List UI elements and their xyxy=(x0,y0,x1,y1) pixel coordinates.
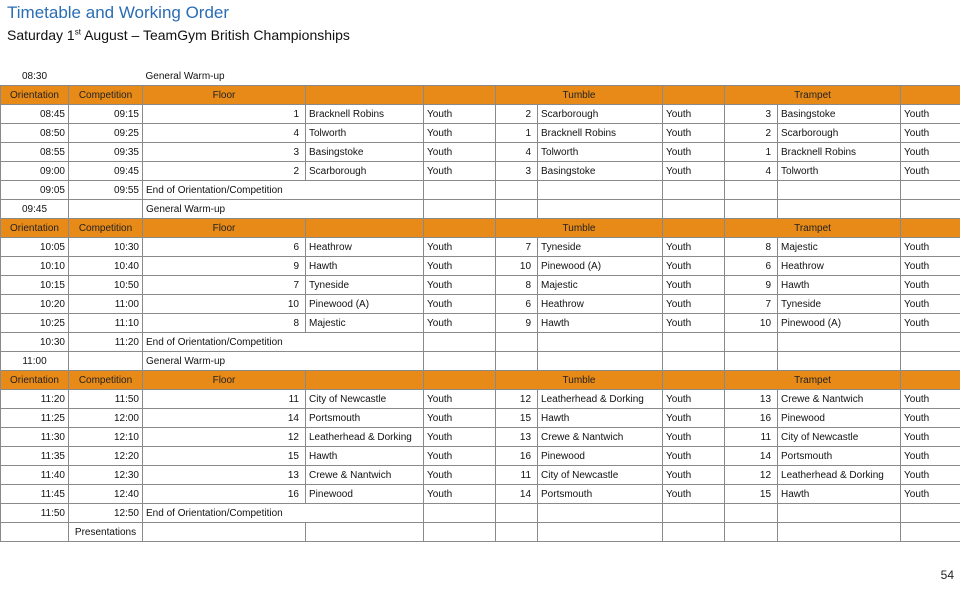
presentations-row xyxy=(1,523,960,542)
competition-time: 12:10 xyxy=(69,428,143,447)
floor-team: Tyneside xyxy=(306,276,424,295)
floor-age: Youth xyxy=(424,447,496,466)
table-row xyxy=(1,314,960,333)
empty-cell xyxy=(424,371,496,390)
table-row xyxy=(1,105,960,124)
table-row xyxy=(1,485,960,504)
trampet-number: 12 xyxy=(725,466,778,485)
end-row xyxy=(1,333,960,352)
floor-age: Youth xyxy=(424,162,496,181)
floor-team: Pinewood (A) xyxy=(306,295,424,314)
trampet-number: 15 xyxy=(725,485,778,504)
floor-age: Youth xyxy=(424,143,496,162)
tumble-age: Youth xyxy=(663,390,725,409)
floor-number: 15 xyxy=(143,447,306,466)
floor-number: 1 xyxy=(143,105,306,124)
tumble-team: Pinewood (A) xyxy=(538,257,663,276)
competition-time: 11:00 xyxy=(69,295,143,314)
floor-number: 2 xyxy=(143,162,306,181)
tumble-age: Youth xyxy=(663,447,725,466)
competition-time: 09:25 xyxy=(69,124,143,143)
tumble-age: Youth xyxy=(663,314,725,333)
floor-age: Youth xyxy=(424,390,496,409)
tumble-team: Basingstoke xyxy=(538,162,663,181)
trampet-age: Youth xyxy=(901,390,960,409)
empty-cell xyxy=(663,181,725,200)
tumble-number: 4 xyxy=(496,143,538,162)
floor-age: Youth xyxy=(424,105,496,124)
trampet-team: City of Newcastle xyxy=(778,428,901,447)
tumble-age: Youth xyxy=(663,428,725,447)
floor-team: Hawth xyxy=(306,447,424,466)
trampet-team: Tolworth xyxy=(778,162,901,181)
floor-team: City of Newcastle xyxy=(306,390,424,409)
orientation-time: 10:10 xyxy=(1,257,69,276)
empty-cell xyxy=(424,504,496,523)
trampet-number: 1 xyxy=(725,143,778,162)
orientation-time: 11:40 xyxy=(1,466,69,485)
trampet-number: 2 xyxy=(725,124,778,143)
tumble-number: 8 xyxy=(496,276,538,295)
tumble-team: Hawth xyxy=(538,409,663,428)
table-row xyxy=(1,390,960,409)
orientation-time: 11:20 xyxy=(1,390,69,409)
tumble-team: Hawth xyxy=(538,314,663,333)
empty-cell xyxy=(663,504,725,523)
floor-number: 4 xyxy=(143,124,306,143)
empty-cell xyxy=(538,504,663,523)
orientation-time: 10:15 xyxy=(1,276,69,295)
empty-cell xyxy=(901,352,960,371)
orientation-time: 10:25 xyxy=(1,314,69,333)
empty-cell xyxy=(901,219,960,238)
warmup-label: General Warm-up xyxy=(143,200,424,219)
empty-cell xyxy=(424,333,496,352)
empty-cell xyxy=(143,523,306,542)
end-orientation-time: 09:05 xyxy=(1,181,69,200)
trampet-age: Youth xyxy=(901,143,960,162)
tumble-age: Youth xyxy=(663,257,725,276)
tumble-age: Youth xyxy=(663,295,725,314)
header-orientation: Orientation xyxy=(1,219,69,238)
trampet-age: Youth xyxy=(901,466,960,485)
competition-time: 12:20 xyxy=(69,447,143,466)
floor-number: 13 xyxy=(143,466,306,485)
tumble-age: Youth xyxy=(663,276,725,295)
presentations-label: Presentations xyxy=(69,523,143,542)
header-tumble: Tumble xyxy=(496,371,663,390)
trampet-team: Bracknell Robins xyxy=(778,143,901,162)
empty-cell xyxy=(901,333,960,352)
floor-age: Youth xyxy=(424,409,496,428)
empty-cell xyxy=(1,523,69,542)
empty-cell xyxy=(778,67,901,86)
empty-cell xyxy=(901,523,960,542)
subtitle-event: August – TeamGym British Championships xyxy=(80,27,350,43)
trampet-team: Pinewood xyxy=(778,409,901,428)
competition-time: 09:35 xyxy=(69,143,143,162)
table-row xyxy=(1,466,960,485)
table-row xyxy=(1,257,960,276)
header-floor: Floor xyxy=(143,219,306,238)
table-row xyxy=(1,238,960,257)
empty-cell xyxy=(901,504,960,523)
tumble-team: Scarborough xyxy=(538,105,663,124)
orientation-time: 11:25 xyxy=(1,409,69,428)
tumble-number: 15 xyxy=(496,409,538,428)
warmup-time: 09:45 xyxy=(1,200,69,219)
floor-number: 6 xyxy=(143,238,306,257)
trampet-number: 13 xyxy=(725,390,778,409)
trampet-team: Pinewood (A) xyxy=(778,314,901,333)
header-row xyxy=(1,86,960,105)
floor-number: 10 xyxy=(143,295,306,314)
orientation-time: 10:20 xyxy=(1,295,69,314)
tumble-number: 12 xyxy=(496,390,538,409)
trampet-number: 8 xyxy=(725,238,778,257)
header-floor: Floor xyxy=(143,86,306,105)
trampet-number: 7 xyxy=(725,295,778,314)
subtitle-date: Saturday 1 xyxy=(7,27,75,43)
header-competition: Competition xyxy=(69,371,143,390)
header-orientation: Orientation xyxy=(1,86,69,105)
floor-team: Hawth xyxy=(306,257,424,276)
warmup-row xyxy=(1,67,960,86)
empty-cell xyxy=(725,200,778,219)
tumble-number: 6 xyxy=(496,295,538,314)
tumble-number: 13 xyxy=(496,428,538,447)
empty-cell xyxy=(663,352,725,371)
tumble-number: 3 xyxy=(496,162,538,181)
empty-cell xyxy=(663,523,725,542)
tumble-team: Majestic xyxy=(538,276,663,295)
empty-cell xyxy=(496,67,538,86)
floor-age: Youth xyxy=(424,428,496,447)
trampet-age: Youth xyxy=(901,124,960,143)
trampet-team: Majestic xyxy=(778,238,901,257)
header-row xyxy=(1,219,960,238)
warmup-row xyxy=(1,352,960,371)
empty-cell xyxy=(306,219,424,238)
empty-cell xyxy=(538,523,663,542)
empty-cell xyxy=(901,181,960,200)
empty-cell xyxy=(424,352,496,371)
table-row xyxy=(1,162,960,181)
floor-number: 8 xyxy=(143,314,306,333)
orientation-time: 08:50 xyxy=(1,124,69,143)
trampet-number: 9 xyxy=(725,276,778,295)
empty-cell xyxy=(424,67,496,86)
tumble-number: 2 xyxy=(496,105,538,124)
orientation-time: 08:55 xyxy=(1,143,69,162)
empty-cell xyxy=(663,219,725,238)
timetable xyxy=(0,67,960,542)
orientation-time: 11:35 xyxy=(1,447,69,466)
competition-time: 11:50 xyxy=(69,390,143,409)
empty-cell xyxy=(901,371,960,390)
header-competition: Competition xyxy=(69,86,143,105)
floor-team: Majestic xyxy=(306,314,424,333)
tumble-age: Youth xyxy=(663,409,725,428)
empty-cell xyxy=(424,86,496,105)
tumble-number: 10 xyxy=(496,257,538,276)
empty-cell xyxy=(725,333,778,352)
competition-time: 10:30 xyxy=(69,238,143,257)
empty-cell xyxy=(306,86,424,105)
page-title: Timetable and Working Order xyxy=(7,3,230,22)
competition-time: 11:10 xyxy=(69,314,143,333)
tumble-team: Bracknell Robins xyxy=(538,124,663,143)
empty-cell xyxy=(725,67,778,86)
warmup-row xyxy=(1,200,960,219)
floor-age: Youth xyxy=(424,295,496,314)
trampet-number: 3 xyxy=(725,105,778,124)
end-competition-time: 11:20 xyxy=(69,333,143,352)
tumble-number: 1 xyxy=(496,124,538,143)
warmup-time: 11:00 xyxy=(1,352,69,371)
page-subtitle xyxy=(7,27,350,43)
empty-cell xyxy=(424,181,496,200)
floor-number: 16 xyxy=(143,485,306,504)
empty-cell xyxy=(538,333,663,352)
table-row xyxy=(1,295,960,314)
trampet-team: Heathrow xyxy=(778,257,901,276)
table-row xyxy=(1,428,960,447)
floor-team: Basingstoke xyxy=(306,143,424,162)
empty-cell xyxy=(496,504,538,523)
floor-team: Heathrow xyxy=(306,238,424,257)
tumble-number: 7 xyxy=(496,238,538,257)
floor-number: 11 xyxy=(143,390,306,409)
trampet-age: Youth xyxy=(901,409,960,428)
header-trampet: Trampet xyxy=(725,219,901,238)
trampet-team: Tyneside xyxy=(778,295,901,314)
empty-cell xyxy=(496,523,538,542)
end-competition-time: 12:50 xyxy=(69,504,143,523)
competition-time: 10:40 xyxy=(69,257,143,276)
empty-cell xyxy=(725,352,778,371)
empty-cell xyxy=(538,352,663,371)
empty-cell xyxy=(496,333,538,352)
competition-time: 09:15 xyxy=(69,105,143,124)
trampet-team: Basingstoke xyxy=(778,105,901,124)
empty-cell xyxy=(424,219,496,238)
empty-cell xyxy=(778,200,901,219)
trampet-age: Youth xyxy=(901,314,960,333)
floor-age: Youth xyxy=(424,238,496,257)
end-label: End of Orientation/Competition xyxy=(143,181,424,200)
header-trampet: Trampet xyxy=(725,371,901,390)
trampet-age: Youth xyxy=(901,295,960,314)
floor-team: Pinewood xyxy=(306,485,424,504)
page-number: 54 xyxy=(940,568,954,582)
empty-cell xyxy=(424,523,496,542)
orientation-time: 10:05 xyxy=(1,238,69,257)
tumble-number: 11 xyxy=(496,466,538,485)
empty-cell xyxy=(496,181,538,200)
end-row xyxy=(1,504,960,523)
tumble-age: Youth xyxy=(663,143,725,162)
floor-age: Youth xyxy=(424,124,496,143)
empty-cell xyxy=(538,200,663,219)
empty-cell xyxy=(725,504,778,523)
tumble-team: Tyneside xyxy=(538,238,663,257)
trampet-number: 14 xyxy=(725,447,778,466)
trampet-number: 16 xyxy=(725,409,778,428)
empty-cell xyxy=(778,523,901,542)
floor-team: Portsmouth xyxy=(306,409,424,428)
tumble-age: Youth xyxy=(663,105,725,124)
table-row xyxy=(1,276,960,295)
tumble-age: Youth xyxy=(663,162,725,181)
tumble-team: City of Newcastle xyxy=(538,466,663,485)
orientation-time: 08:45 xyxy=(1,105,69,124)
competition-time: 09:45 xyxy=(69,162,143,181)
end-orientation-time: 11:50 xyxy=(1,504,69,523)
end-competition-time: 09:55 xyxy=(69,181,143,200)
trampet-number: 6 xyxy=(725,257,778,276)
trampet-age: Youth xyxy=(901,257,960,276)
empty-cell xyxy=(901,200,960,219)
competition-time: 12:40 xyxy=(69,485,143,504)
warmup-time: 08:30 xyxy=(1,67,69,86)
empty-cell xyxy=(725,181,778,200)
competition-time: 12:30 xyxy=(69,466,143,485)
empty-cell xyxy=(69,67,143,86)
warmup-label: General Warm-up xyxy=(143,352,424,371)
empty-cell xyxy=(538,67,663,86)
end-orientation-time: 10:30 xyxy=(1,333,69,352)
tumble-number: 9 xyxy=(496,314,538,333)
header-floor: Floor xyxy=(143,371,306,390)
end-label: End of Orientation/Competition xyxy=(143,333,424,352)
trampet-age: Youth xyxy=(901,238,960,257)
header-orientation: Orientation xyxy=(1,371,69,390)
end-label: End of Orientation/Competition xyxy=(143,504,424,523)
header-row xyxy=(1,371,960,390)
table-row xyxy=(1,409,960,428)
floor-age: Youth xyxy=(424,466,496,485)
empty-cell xyxy=(496,200,538,219)
tumble-team: Tolworth xyxy=(538,143,663,162)
trampet-team: Hawth xyxy=(778,485,901,504)
trampet-age: Youth xyxy=(901,428,960,447)
header-trampet: Trampet xyxy=(725,86,901,105)
empty-cell xyxy=(663,86,725,105)
table-row xyxy=(1,143,960,162)
trampet-number: 10 xyxy=(725,314,778,333)
tumble-team: Leatherhead & Dorking xyxy=(538,390,663,409)
trampet-number: 4 xyxy=(725,162,778,181)
floor-team: Bracknell Robins xyxy=(306,105,424,124)
floor-number: 7 xyxy=(143,276,306,295)
timetable-body xyxy=(1,67,960,542)
empty-cell xyxy=(901,67,960,86)
tumble-number: 16 xyxy=(496,447,538,466)
trampet-team: Crewe & Nantwich xyxy=(778,390,901,409)
orientation-time: 11:30 xyxy=(1,428,69,447)
subtitle-date-suffix: st xyxy=(74,27,81,37)
table-row xyxy=(1,447,960,466)
floor-team: Leatherhead & Dorking xyxy=(306,428,424,447)
table-row xyxy=(1,124,960,143)
floor-team: Tolworth xyxy=(306,124,424,143)
empty-cell xyxy=(901,86,960,105)
competition-time: 10:50 xyxy=(69,276,143,295)
trampet-number: 11 xyxy=(725,428,778,447)
tumble-age: Youth xyxy=(663,485,725,504)
empty-cell xyxy=(778,333,901,352)
empty-cell xyxy=(663,67,725,86)
trampet-team: Leatherhead & Dorking xyxy=(778,466,901,485)
tumble-team: Crewe & Nantwich xyxy=(538,428,663,447)
empty-cell xyxy=(663,333,725,352)
empty-cell xyxy=(496,352,538,371)
header-competition: Competition xyxy=(69,219,143,238)
empty-cell xyxy=(778,504,901,523)
trampet-age: Youth xyxy=(901,276,960,295)
tumble-age: Youth xyxy=(663,124,725,143)
trampet-team: Scarborough xyxy=(778,124,901,143)
empty-cell xyxy=(69,352,143,371)
tumble-team: Portsmouth xyxy=(538,485,663,504)
warmup-label: General Warm-up xyxy=(143,67,424,86)
floor-team: Crewe & Nantwich xyxy=(306,466,424,485)
floor-age: Youth xyxy=(424,276,496,295)
competition-time: 12:00 xyxy=(69,409,143,428)
trampet-age: Youth xyxy=(901,162,960,181)
empty-cell xyxy=(306,523,424,542)
floor-age: Youth xyxy=(424,485,496,504)
trampet-team: Portsmouth xyxy=(778,447,901,466)
floor-number: 9 xyxy=(143,257,306,276)
trampet-team: Hawth xyxy=(778,276,901,295)
floor-number: 14 xyxy=(143,409,306,428)
floor-number: 3 xyxy=(143,143,306,162)
empty-cell xyxy=(306,371,424,390)
tumble-team: Pinewood xyxy=(538,447,663,466)
trampet-age: Youth xyxy=(901,447,960,466)
empty-cell xyxy=(725,523,778,542)
floor-team: Scarborough xyxy=(306,162,424,181)
header-tumble: Tumble xyxy=(496,86,663,105)
tumble-number: 14 xyxy=(496,485,538,504)
orientation-time: 11:45 xyxy=(1,485,69,504)
empty-cell xyxy=(424,200,496,219)
trampet-age: Youth xyxy=(901,105,960,124)
floor-age: Youth xyxy=(424,257,496,276)
orientation-time: 09:00 xyxy=(1,162,69,181)
empty-cell xyxy=(663,371,725,390)
header-tumble: Tumble xyxy=(496,219,663,238)
floor-number: 12 xyxy=(143,428,306,447)
trampet-age: Youth xyxy=(901,485,960,504)
tumble-age: Youth xyxy=(663,238,725,257)
tumble-team: Heathrow xyxy=(538,295,663,314)
floor-age: Youth xyxy=(424,314,496,333)
empty-cell xyxy=(663,200,725,219)
empty-cell xyxy=(778,352,901,371)
tumble-age: Youth xyxy=(663,466,725,485)
empty-cell xyxy=(778,181,901,200)
end-row xyxy=(1,181,960,200)
empty-cell xyxy=(69,200,143,219)
empty-cell xyxy=(538,181,663,200)
